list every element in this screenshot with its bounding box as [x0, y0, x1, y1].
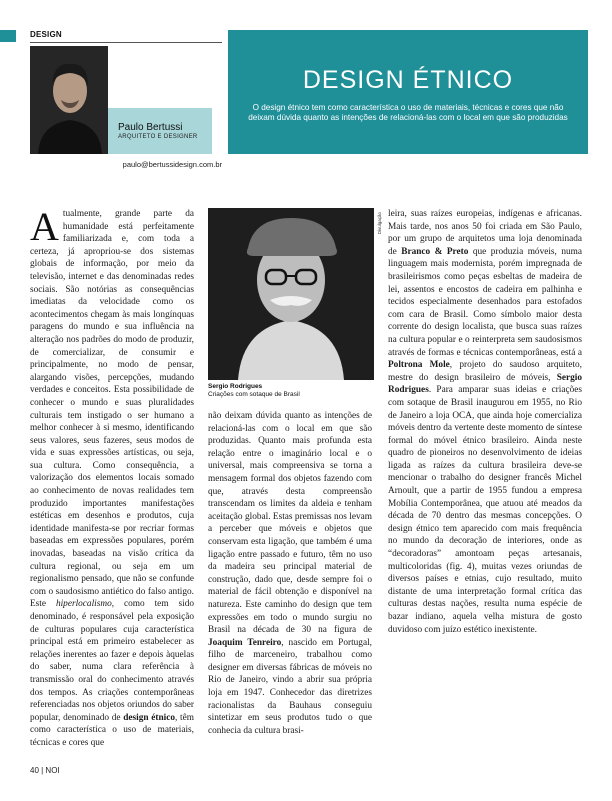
text-run: tualmente, grande parte da humanidade está perfeitamente familiarizada e, com toda a certeza, já apropriou-se dos sistemas globais de informação, por meio da televisão, internet e das denominadas redes sociais. São notórias as consequências imediatas da velocidade como os acontecimentos chegam às mais longínquas paragens do mundo e sua influência na alteração nos padrões do modo de produzir, de comercializar, de consumir e principalmente, no modo de pensar, alargando visões, percepções, mudando verdades e conceitos. Esta possibilidade de conhecer o mundo e suas pluralidades culturais tem instigado o ser humano a melhor conhecer à si mesmo, identificando seus valores, seus fazeres, seus modos de vida e suas expressões artísticas, ou seja, sua cultura. Como consequência, a valorização dos elementos locais somado ao conhecimento de novas realidades tem produzido importantes manifestações estéticas em desenhos e produtos, cuja identidade manifesta-se por recriar formas baseadas em expressões populares, porém inovadas, baseadas na visão crítica da cultura regional, ou seja em um regionalismo pensado, que não se confunde com o saudosismo antiético do falso antigo. Este [30, 209, 194, 610]
bold-text: Branco & Preto [401, 246, 469, 257]
dropcap: A [30, 204, 59, 249]
article-title: DESIGN ÉTNICO [302, 66, 514, 94]
text-run: não deixam dúvida quanto as intenções de relacioná-las com o local em que são produzidas. Quanto mais profunda esta relação entre o imaginário local e o universal, mais compreensiva se torna a mensagem formal dos objetos fazendo com que, através desta compreensão transcendam os limites da aldeia e tenham aceitação global. Estas premissas nos levam a perceber que móveis e objetos que conservam esta ligação, que também é uma ligação entre passado e futuro, têm no uso da madeira seu principal material de construção, dado que, desde sempre foi o material de fácil obtenção e disponível na natureza. Este caminho do design que tem expressões em todo o mundo surgiu no Brasil na década de 30 na figura de [208, 411, 372, 636]
caption-name: Sergio Rodrigues [208, 383, 263, 390]
author-photo [30, 46, 108, 154]
author-portrait-image [30, 46, 108, 154]
text-run: que produzia móveis, numa linguagem mais modernista, porém impregnada de brasileirismos como peças esbeltas de madeira de lei, assentos e encostos de cadeira em palhinha e tecidos especialmente desenhados para estofados com cara de Brasil. Como símbolo maior desta corrente do design localista, que busca suas raízes na cultura popular e o reinterpreta sem saudosismos através de formas e técnicas contemporâneas, está a [388, 246, 582, 358]
article-column-3 [388, 208, 582, 636]
text-run: leira, suas raízes europeias, indígenas e africanas. Mais tarde, nos anos 50 foi criada em São Paulo, por um grupo de arquitetos uma loja denominada de [388, 209, 582, 257]
bold-text: design étnico [123, 712, 175, 723]
article-column-1 [30, 204, 194, 750]
photo-caption [208, 383, 374, 399]
article-subtitle: O design étnico tem como característica o uso de materiais, técnicas e cores que não deixam dúvida quanto as intenções de relacioná-las com o local em que são produzidas [248, 103, 568, 123]
article-column-2 [208, 410, 372, 737]
page-footer: 40 | NOI [30, 766, 60, 775]
text-run: , projeto do saudoso arquiteto, mestre do design brasileiro de móveis, [388, 360, 582, 383]
emphasis-text: hiperlocalismo [55, 599, 112, 610]
text-run: , como tem sido denominado, é responsável pela exposição de culturas populares cuja característica principal está em primeiro estabelecer as relações inerentes ao fazer e depois àquelas do saber, numa clara referência à transmissão oral do conhecimento através dos tempos. As criações contemporâneas referenciadas nos objetos oriundos do saber popular, denominado de [30, 599, 194, 723]
text-run: , nascido em Portugal, filho de marceneiro, trabalhou como designer em diversas fábricas de móveis no Rio de Janeiro, vindo a abrir sua própria loja em 1947. Conhecedor das diretrizes racionalistas da Bauhaus conseguiu sintetizar em seus produtos tudo o que conhecia da cultura brasi- [208, 637, 372, 736]
text-run: . Para amparar suas ideias e criações com sotaque de Brasil inaugurou em 1955, no Rio de Janeiro a loja OCA, que ainda hoje comercializa móveis dentro da vertente deste momento de síntese formal do móvel étnico brasileiro. Ainda neste quadro de pioneiros no desenvolvimento de ideias ligada as raízes da cultura brasileira deve-se mencionar o trabalho do designer francês Michel Arnoult, que a partir de 1955 fundou a empresa Mobília Contemporânea, que atuou até meados da década de 70 dentro das mesmas concepções. O design étnico tem aparecido com mais frequência no mundo da decoração de interiores, onde as “decoradoras” amontoam peças artesanais, multicoloridas (fig. 4), muitas vezes oriundas de diversos países e etnias, cujo resultado, muito distante de uma interpretação formal crítica das culturas destas nações, resulta numa espécie de bazar indiano, aquela velha mistura de gosto duvidoso com juízo estético inexistente. [388, 385, 582, 635]
bold-text: Sergio Rodrigues [388, 372, 582, 396]
text-run: , têm como característica o uso de materiais, técnicas e cores que [30, 712, 194, 748]
sergio-rodrigues-photo [208, 208, 374, 380]
bold-text: Joaquim Tenreiro [208, 637, 282, 648]
caption-text: Criações com sotaque de Brasil [208, 391, 300, 398]
article-paragraph [30, 204, 194, 750]
section-divider [30, 42, 222, 43]
bold-text: Poltrona Mole [388, 360, 450, 371]
author-role: ARQUITETO E DESIGNER [118, 134, 198, 140]
article-paragraph [208, 410, 372, 737]
photo-credit: Divulgação [377, 212, 382, 235]
author-name: Paulo Bertussi [118, 122, 183, 133]
article-header [228, 30, 588, 154]
section-accent-bar [0, 30, 16, 42]
author-info-panel [108, 108, 212, 154]
article-paragraph [388, 208, 582, 636]
sergio-portrait-image [208, 208, 374, 380]
section-label: DESIGN [30, 30, 62, 39]
author-email-link[interactable]: paulo@bertussidesign.com.br [122, 160, 222, 169]
